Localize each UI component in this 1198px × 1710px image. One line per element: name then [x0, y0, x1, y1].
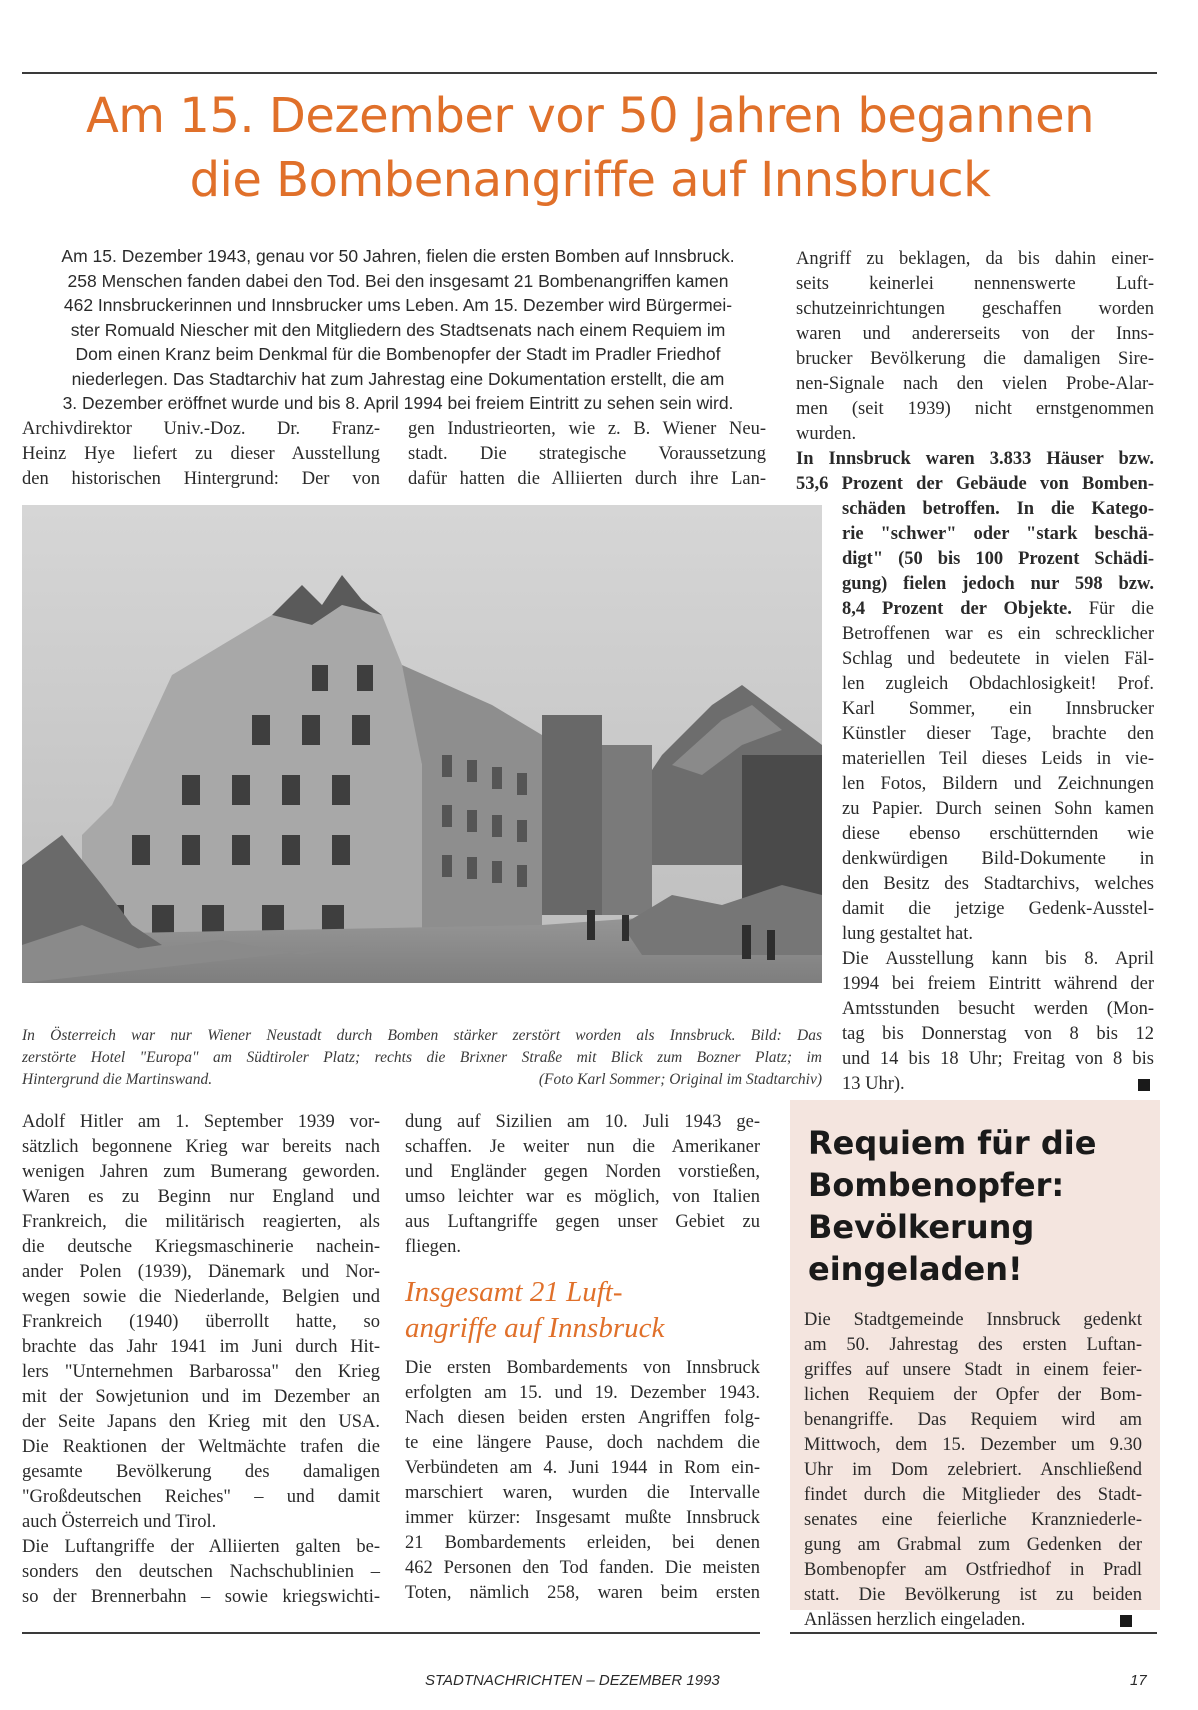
text-line: dung auf Sizilien am 10. Juli 1943 ge- [405, 1112, 760, 1132]
text-line: mit der Sowjetunion und im Dezember an [22, 1387, 380, 1407]
text-line: sätzlich begonnene Krieg war bereits nach [22, 1137, 380, 1157]
text-line: Die Reaktionen der Weltmächte trafen die [22, 1437, 380, 1457]
text-line: Frankreich, die militärisch reagierten, als [22, 1212, 380, 1232]
text-line: dafür hatten die Alliierten durch ihre Lan- [408, 469, 766, 489]
box-heading-line: Bombenopfer: [808, 1166, 1065, 1204]
text-line: diese ebenso erschütternden wie [842, 824, 1154, 844]
text-line-end [804, 1608, 1142, 1633]
intro-line: niederlegen. Das Stadtarchiv hat zum Jahrestag eine Dokumentation erstellt, die am [71, 368, 725, 389]
bold-line: schäden betroffen. In die Katego- [842, 499, 1154, 519]
column-a-top [22, 417, 380, 492]
text-line: Die Luftangriffe der Alliierten galten be- [22, 1537, 380, 1557]
subheading-line: Insgesamt 21 Luft- [405, 1276, 623, 1308]
text-line: die deutsche Kriegsmaschinerie nachein- [22, 1237, 380, 1257]
text-line: Toten, nämlich 258, waren beim ersten [405, 1583, 760, 1603]
text-line: gen Industrieorten, wie z. B. Wiener Neu- [408, 419, 766, 439]
text-line: auch Österreich und Tirol. [22, 1512, 217, 1532]
text-line: wurden. [796, 424, 857, 444]
box-heading-line: Requiem für die [808, 1124, 1097, 1162]
column-b-bottom [405, 1110, 760, 1606]
text-line: schutzeinrichtungen geschaffen worden [796, 299, 1154, 319]
bold-fragment: 8,4 Prozent der Objekte. [842, 599, 1072, 619]
text-line: immer kürzer: Insgesamt mußte Innsbruck [405, 1508, 760, 1528]
text-line: Uhr im Dom zelebriert. Anschließend [804, 1460, 1142, 1480]
text-line: materiellen Teil dieses Leids in vie- [842, 749, 1154, 769]
headline-line-1: Am 15. Dezember vor 50 Jahren begannen [85, 88, 1095, 144]
subheading [405, 1274, 760, 1346]
caption-line [22, 1069, 822, 1091]
box-heading-line: Bevölkerung [808, 1208, 1035, 1246]
text-line: wegen sowie die Niederlande, Belgien und [22, 1287, 380, 1307]
text-line: waren und andererseits von der Inns- [796, 324, 1154, 344]
caption-fragment: Hintergrund die Martinswand. [22, 1071, 213, 1088]
text-line: Verbündeten am 4. Juni 1944 in Rom ein- [405, 1458, 760, 1478]
end-mark-icon [1138, 1079, 1150, 1091]
page-number: 17 [1130, 1672, 1147, 1689]
text-line: Archivdirektor Univ.-Doz. Dr. Franz- [22, 419, 380, 439]
column-right-narrow [842, 497, 1154, 1097]
intro-paragraph [28, 244, 768, 416]
footer-publication: STADTNACHRICHTEN – DEZEMBER 1993 [425, 1672, 720, 1689]
text-line: gesamte Bevölkerung des damaligen [22, 1462, 380, 1482]
end-mark-icon [1120, 1615, 1132, 1627]
text-line: so der Brennerbahn – sowie kriegswichti- [22, 1587, 380, 1607]
bottom-rule-right [790, 1632, 1157, 1634]
text-line: Betroffenen war es ein schrecklicher [842, 624, 1154, 644]
intro-line: 462 Innsbruckerinnen und Innsbrucker ums Leben. Am 15. Dezember wird Bürgermei- [63, 295, 733, 315]
text-line: lichen Requiem der Opfer der Bom- [804, 1385, 1142, 1405]
headline [40, 84, 1140, 212]
text-fragment: Anlässen herzlich eingeladen. [804, 1610, 1026, 1630]
text-line: brucker Bevölkerung die damaligen Sire- [796, 349, 1154, 369]
text-line: der Seite Japans den Krieg mit den USA. [22, 1412, 380, 1432]
text-line: sonders den deutschen Nachschublinien – [22, 1562, 380, 1582]
text-line: 462 Personen den Tod fanden. Die meisten [405, 1558, 760, 1578]
text-line: tag bis Donnerstag von 8 bis 12 [842, 1024, 1154, 1044]
bottom-rule-left [22, 1632, 760, 1634]
text-line: erfolgten am 15. und 19. Dezember 1943. [405, 1383, 760, 1403]
text-line: findet durch die Mitglieder des Stadt- [804, 1485, 1142, 1505]
text-line: schaffen. Je weiter nun die Amerikaner [405, 1137, 760, 1157]
intro-line: ster Romuald Niescher mit den Mitgliedern des Stadtsenats nach einem Requiem im [70, 319, 726, 340]
text-line: Nach diesen beiden ersten Angriffen folg- [405, 1408, 760, 1428]
text-line: te eine längere Pause, doch nachdem die [405, 1433, 760, 1453]
intro-line: 258 Menschen fanden dabei den Tod. Bei den insgesamt 21 Bombenangriffen kamen [67, 270, 729, 291]
text-line: Die Ausstellung kann bis 8. April [842, 949, 1154, 969]
text-line: Waren es zu Beginn nur England und [22, 1187, 380, 1207]
text-line: und 14 bis 18 Uhr; Freitag von 8 bis [842, 1049, 1154, 1069]
text-line: Schlag und bedeutete in vielen Fäl- [842, 649, 1154, 669]
text-line: fliegen. [405, 1237, 461, 1257]
text-line: len zugleich Obdachlosigkeit! Prof. [842, 674, 1154, 694]
text-line: lung gestaltet hat. [842, 924, 974, 944]
text-line: Mittwoch, dem 15. Dezember um 9.30 [804, 1435, 1142, 1455]
text-line: Angriff zu beklagen, da bis dahin einer- [796, 249, 1154, 269]
text-line: am 50. Jahrestag des ersten Luftan- [804, 1335, 1142, 1355]
mixed-line [842, 597, 1154, 622]
text-line: statt. Die Bevölkerung ist zu beiden [804, 1585, 1142, 1605]
text-line: Heinz Hye liefert zu dieser Ausstellung [22, 444, 380, 464]
text-line: marschiert waren, wurden die Intervalle [405, 1483, 760, 1503]
column-a-bottom [22, 1110, 380, 1610]
caption-line: zerstörte Hotel "Europa" am Südtiroler Platz; rechts die Brixner Straße mit Blick zum Bozner Platz; im [22, 1049, 822, 1066]
photo-caption [22, 1025, 822, 1091]
text-line: Frankreich (1940) überrollt hatte, so [22, 1312, 380, 1332]
intro-line: Dom einen Kranz beim Denkmal für die Bombenopfer der Stadt im Pradler Friedhof [75, 344, 721, 364]
text-line: umso leichter war es möglich, von Italien [405, 1187, 760, 1207]
text-line: ander Polen (1939), Dänemark und Nor- [22, 1262, 380, 1282]
text-line: Amtsstunden besucht werden (Mon- [842, 999, 1154, 1019]
text-fragment: 13 Uhr). [842, 1074, 905, 1094]
text-line: Bombenopfer am Ostfriedhof in Pradl [804, 1560, 1142, 1580]
text-line: Adolf Hitler am 1. September 1939 vor- [22, 1112, 380, 1132]
intro-line: 3. Dezember eröffnet wurde und bis 8. April 1994 bei freiem Eintritt zu sehen sein wird. [62, 393, 734, 413]
text-line: griffes auf unsere Stadt in einem feier- [804, 1360, 1142, 1380]
photo-destroyed-hotel-europa [22, 505, 822, 983]
text-line: 1994 bei freiem Eintritt während der [842, 974, 1154, 994]
text-line: men (seit 1939) nicht ernstgenommen [796, 399, 1154, 419]
text-line: Die ersten Bombardements von Innsbruck [405, 1358, 760, 1378]
text-line: Die Stadtgemeinde Innsbruck gedenkt [804, 1310, 1142, 1330]
bold-line: gung) fielen jedoch nur 598 bzw. [842, 574, 1154, 594]
text-line: 21 Bombardements erleiden, bei denen [405, 1533, 760, 1553]
top-rule [22, 72, 1157, 74]
bold-line: rie "schwer" oder "stark beschä- [842, 524, 1154, 544]
text-line: aus Luftangriffe gegen unser Gebiet zu [405, 1212, 760, 1232]
text-line: senates eine feierliche Kranzniederle- [804, 1510, 1142, 1530]
column-right-upper [796, 247, 1154, 497]
text-line: nen-Signale nach den vielen Probe-Alar- [796, 374, 1154, 394]
headline-line-2: die Bombenangriffe auf Innsbruck [189, 152, 991, 208]
requiem-info-box [790, 1100, 1160, 1630]
text-line: den Besitz des Stadtarchivs, welches [842, 874, 1154, 894]
text-line: zu Papier. Durch seinen Sohn kamen [842, 799, 1154, 819]
intro-line: Am 15. Dezember 1943, genau vor 50 Jahren, fielen die ersten Bomben auf Innsbruck. [61, 246, 735, 266]
text-line: brachte das Jahr 1941 im Juni durch Hit- [22, 1337, 380, 1357]
text-line: damit die jetzige Gedenk-Ausstel- [842, 899, 1154, 919]
text-line: seits keinerlei nennenswerte Luft- [796, 274, 1154, 294]
box-heading-line: eingeladen! [808, 1250, 1023, 1288]
text-line: wenigen Jahren zum Bumerang geworden. [22, 1162, 380, 1182]
bold-line: digt" (50 bis 100 Prozent Schädi- [842, 549, 1154, 569]
bold-line: 53,6 Prozent der Gebäude von Bomben- [796, 474, 1154, 494]
text-line: gung am Grabmal zum Gedenken der [804, 1535, 1142, 1555]
text-line: Künstler dieser Tage, brachte den [842, 724, 1154, 744]
photo-credit: (Foto Karl Sommer; Original im Stadtarchiv) [538, 1071, 822, 1088]
text-line: "Großdeutschen Reiches" – und damit [22, 1487, 380, 1507]
text-line: denkwürdigen Bild-Dokumente in [842, 849, 1154, 869]
text-fragment: Für die [1088, 599, 1155, 619]
caption-line: In Österreich war nur Wiener Neustadt durch Bomben stärker zerstört worden als Innsbruck. Bild: Das [22, 1027, 822, 1044]
text-line: den historischen Hintergrund: Der von [22, 469, 380, 489]
text-line: stadt. Die strategische Voraussetzung [408, 444, 766, 464]
text-line: lers "Unternehmen Barbarossa" den Krieg [22, 1362, 380, 1382]
box-body [804, 1308, 1142, 1633]
text-line: und Engländer gegen Norden vorstießen, [405, 1162, 760, 1182]
text-line: len Fotos, Bildern und Zeichnungen [842, 774, 1154, 794]
column-b-top [408, 417, 766, 492]
text-line: benangriffe. Das Requiem wird am [804, 1410, 1142, 1430]
photo-illustration [22, 505, 822, 983]
bold-line: In Innsbruck waren 3.833 Häuser bzw. [796, 449, 1154, 469]
text-line: Karl Sommer, ein Innsbrucker [842, 699, 1154, 719]
subheading-line: angriffe auf Innsbruck [405, 1312, 665, 1344]
box-heading [808, 1122, 1096, 1290]
text-line-end [842, 1072, 1154, 1097]
